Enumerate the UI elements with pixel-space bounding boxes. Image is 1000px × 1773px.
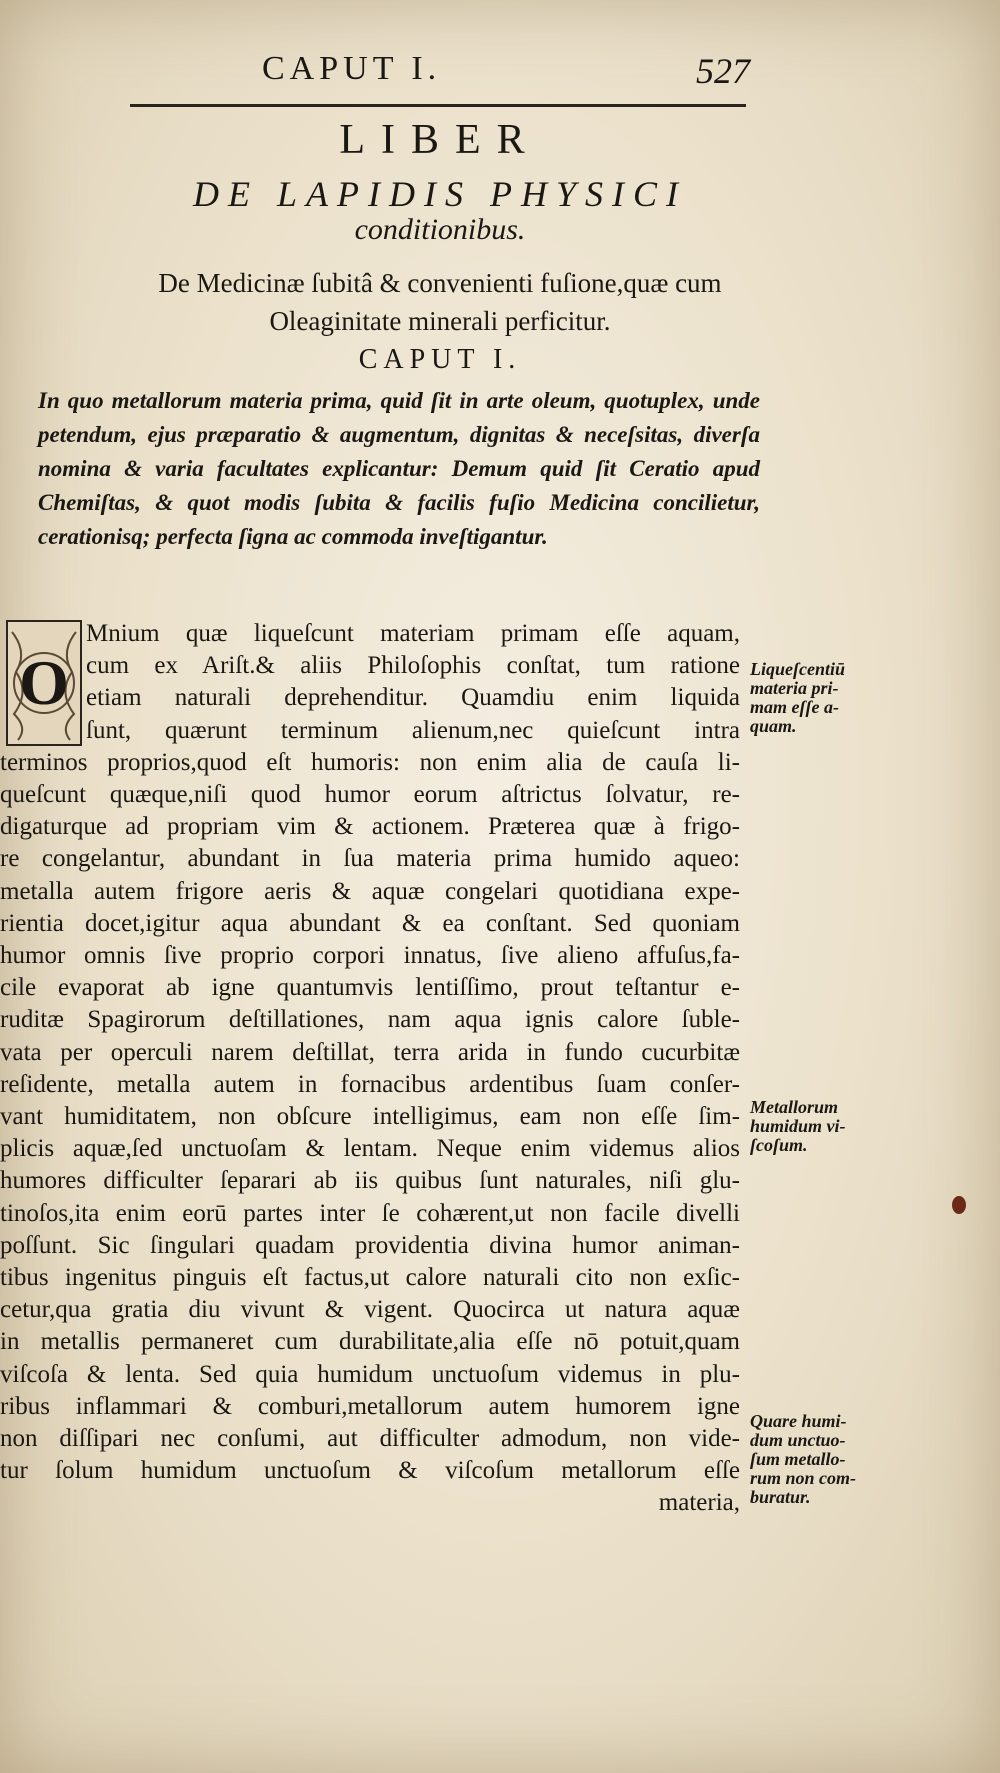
book-subtitle: DE LAPIDIS PHYSICI (193, 174, 687, 214)
margin-note (750, 660, 1000, 736)
margin-note-line: mam eſſe a- (750, 697, 839, 717)
body-line: metalla autem frigore aeris & aquæ congelari quotidiana expe- (0, 877, 740, 905)
margin-note-line: Quare humi- (750, 1411, 847, 1431)
body-line: vant humiditatem, non obſcure intelligimus, eam non eſſe ſim- (0, 1103, 740, 1131)
body-line: cile evaporat ab igne quantumvis lentiſſimo, prout teſtantur e- (0, 974, 740, 1002)
margin-note-line: ſum metallo- (750, 1449, 846, 1469)
body-line: ruditæ Spagirorum deſtillationes, nam aqua ignis calore ſuble- (0, 1006, 740, 1034)
margin-note-line: materia pri- (750, 678, 839, 698)
body-line: cetur,qua gratia diu vivunt & vigent. Quocirca ut natura aquæ (0, 1296, 740, 1324)
margin-note-line: humidum vi- (750, 1116, 846, 1136)
body-line: ribus inflammari & comburi,metallorum autem humorem igne (0, 1392, 740, 1420)
running-head (0, 50, 1000, 100)
body-line: poſſunt. Sic ſingulari quadam providentia divina humor animan- (0, 1231, 740, 1259)
margin-note-line: Metallorum (750, 1097, 839, 1117)
margin-note (750, 1098, 1000, 1155)
ink-stain (952, 1196, 966, 1214)
body-line: rientia docet,igitur aqua abundant & ea conſtant. Sed quoniam (0, 909, 740, 937)
book-subtitle-line2: conditionibus. (354, 213, 526, 246)
body-line: tibus ingenitus pinguis eſt factus,ut calore naturali cito non exſic- (0, 1264, 740, 1292)
body-line: in metallis permaneret cum durabilitate,alia eſſe nō potuit,quam (0, 1328, 740, 1356)
chapter-label: CAPUT I. (358, 344, 522, 375)
body-line: tur ſolum humidum unctuoſum & viſcoſum metallorum eſſe (0, 1457, 740, 1485)
drop-cap-letter: O (19, 647, 69, 718)
margin-note-line: Liqueſcentiū (750, 659, 845, 679)
running-head-caput: CAPUT I. (262, 50, 442, 87)
body-line: reſidente, metalla autem in fornacibus ardentibus ſuam conſer- (0, 1070, 740, 1098)
margin-note-line: quam. (750, 716, 797, 736)
body-line: humores difficulter ſeparari ab iis quibus ſunt naturales, niſi glu- (0, 1167, 740, 1195)
body-line: vata per operculi narem deſtillat, terra arida in fundo cucurbitæ (0, 1038, 740, 1066)
chapter-summary: In quo metallorum materia prima, quid ſit in arte oleum, quotuplex, unde petendum, ejus præparatio & augmentum, dignitas & neceſsitas, diverſa nomina & varia facultates explicantur: Demum quid ſit Ceratio apud Chemiſtas, & quot modis ſubita & facilis fuſio Medicina concilietur, cerationisq; perfecta ſigna ac commoda inveſtigantur. (38, 388, 760, 549)
body-line: digaturque ad propriam vim & actionem. Præterea quæ à frigo- (0, 813, 740, 841)
book-title: LIBER (339, 117, 541, 163)
body-line: queſcunt quæque,niſi quod humor eorum aſtrictus ſolvatur, re- (0, 781, 740, 809)
body-line: tinoſos,ita enim eorū partes inter ſe cohærent,ut non facile divelli (0, 1199, 740, 1227)
body-line: etiam naturali deprehenditur. Quamdiu enim liquida (86, 684, 740, 712)
body-line: terminos proprios,quod eſt humoris: non enim alia de cauſa li- (0, 748, 740, 776)
margin-note-line: dum unctuo- (750, 1430, 846, 1450)
page-number: 527 (696, 51, 750, 91)
section-heading-line: De Medicinæ ſubitâ & convenienti fuſione,quæ cum (158, 268, 722, 298)
body-line: humor omnis ſive proprio corpori innatus, ſive alieno affuſus,fa- (0, 942, 740, 970)
section-heading (0, 264, 880, 340)
body-line: ſunt, quærunt terminum alienum,nec quieſcunt intra (86, 716, 740, 744)
body-line: cum ex Ariſt.& aliis Philoſophis conſtat, tum ratione (86, 652, 740, 680)
margin-note-line: rum non com- (750, 1468, 857, 1488)
margin-note-line: buratur. (750, 1487, 811, 1507)
body-line-last: materia, (658, 1489, 740, 1517)
margin-note-line: ſcoſum. (750, 1135, 808, 1155)
section-heading-line: Oleaginitate minerali perficitur. (269, 306, 611, 336)
body-line: re congelantur, abundant in ſua materia prima humido aqueo: (0, 845, 740, 873)
body-line: plicis aquæ,ſed unctuoſam & lentam. Neque enim videmus alios (0, 1135, 740, 1163)
body-line: viſcoſa & lenta. Sed quia humidum unctuoſum videmus in plu- (0, 1360, 740, 1388)
body-line: Mnium quæ liqueſcunt materiam primam eſſe aquam, (86, 620, 740, 647)
body-text (0, 618, 740, 1520)
header-rule (130, 104, 746, 107)
margin-note (750, 1412, 1000, 1507)
body-line: non diſſipari nec conſumi, aut difficulter admodum, non vide- (0, 1425, 740, 1453)
